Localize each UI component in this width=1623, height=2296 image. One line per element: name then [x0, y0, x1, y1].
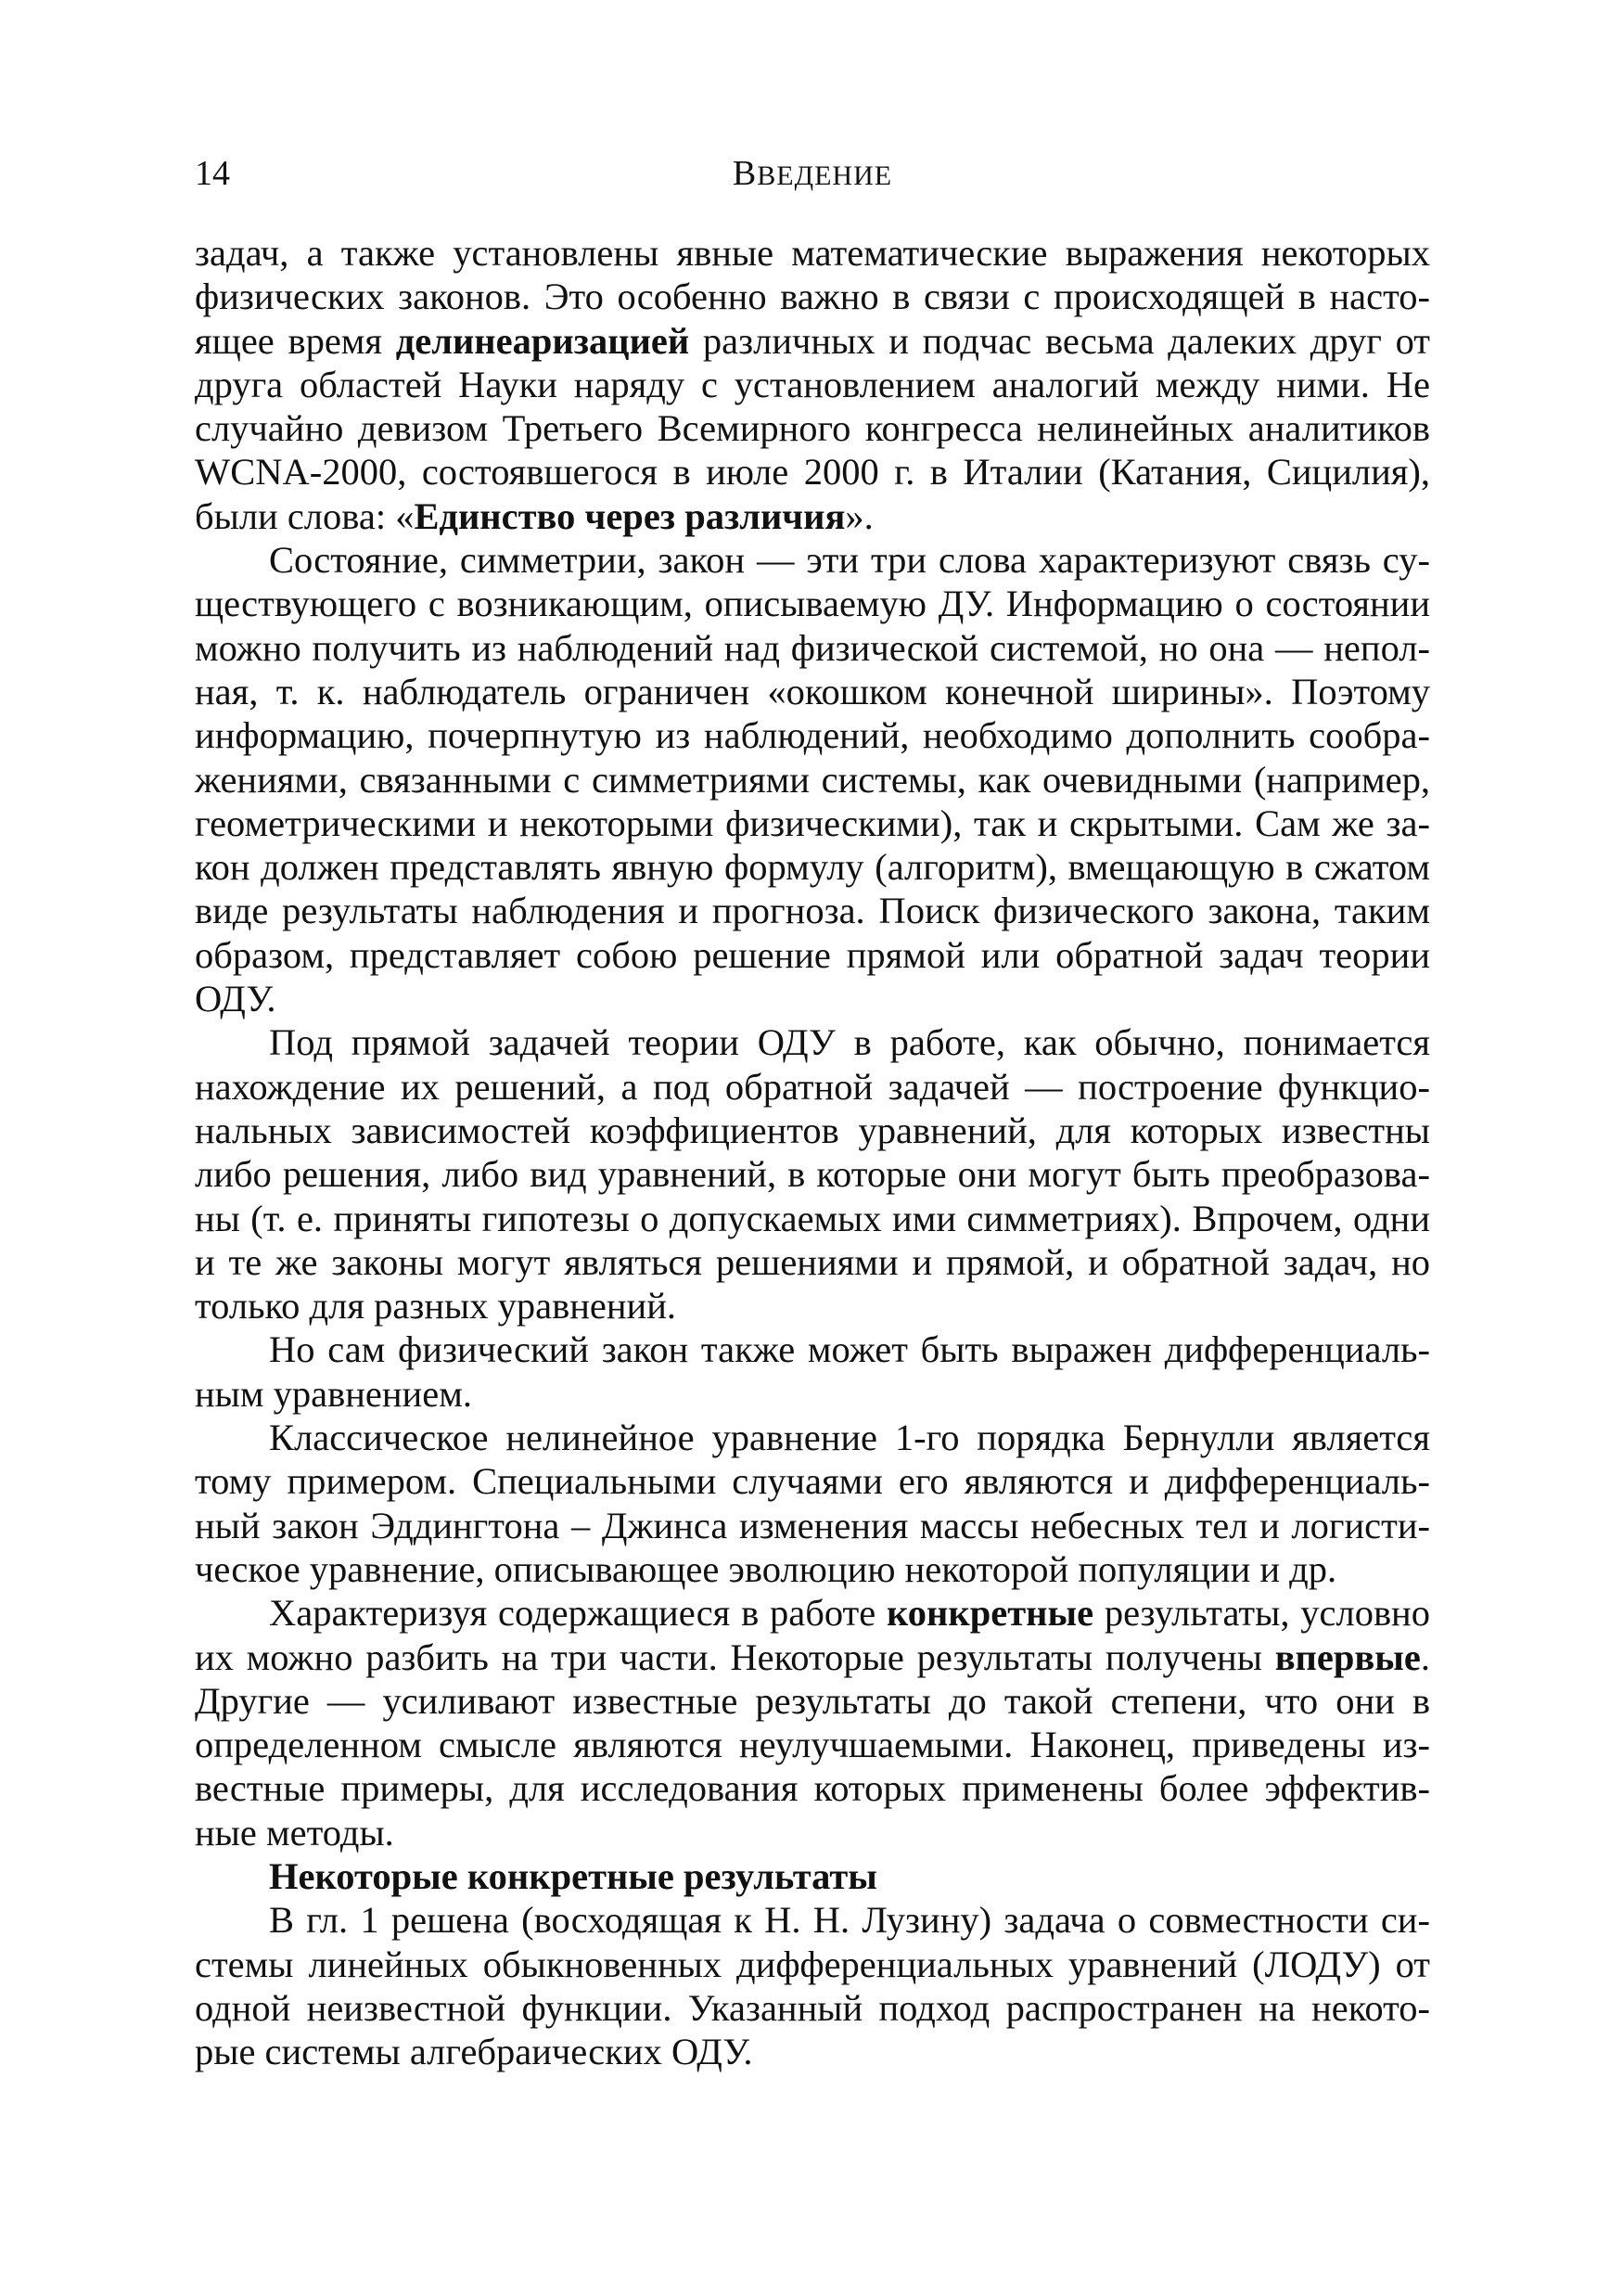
- paragraph: [195, 538, 1430, 1020]
- paragraph: [195, 231, 1430, 538]
- text-run: различных и подчас весьма далеких друг от друга областей Науки наряду с установлением аналогий между ними. Не случайно девизом Третьего Всемирного конгресса нелинейных аналитиков WCNA-2000, состоявшегося в июле 2000 г. в Италии (Катания, Сицилия), были слова: «: [195, 319, 1431, 537]
- text-run: Характеризуя содержащиеся в работе: [269, 1592, 887, 1635]
- text-run: Классическое нелинейное уравнение 1-го порядка Бернулли является тому примером. Специальными случаями его являются и дифференциальный закон Эддингтона – Джинса изменения массы небесных тел и логистическое уравнение, описывающее эволюцию некоторой популяции и др.: [195, 1417, 1430, 1590]
- bold-term: делинеаризацией: [395, 319, 690, 362]
- page-number: 14: [195, 154, 230, 193]
- running-title-initial: В: [732, 154, 758, 193]
- text-run: ».: [845, 494, 874, 537]
- text-run: Состояние, симметрии, закон — эти три слова характеризуют связь существующего с возникающим, описываемую ДУ. Информацию о состоянии можно получить из наблюдений над физической системой, но она — неполная, т. к. наблюдатель ограничен «окошком конечной ширины». Поэтому информацию, почерпнутую из наблюдений, необходимо дополнить соображениями, связанными с симметриями системы, как очевидными (например, геометрическими и некоторыми физическими), так и скрытыми. Сам же закон должен представлять явную формулу (алгоритм), вмещающую в сжатом виде результаты наблюдения и прогноза. Поиск физического закона, таким образом, представляет собою решение прямой или обратной задач теории ОДУ.: [195, 539, 1430, 1020]
- bold-term: впервые: [1274, 1635, 1421, 1678]
- text-run: . Другие — усиливают известные результаты до такой степени, что они в определенном смысле являются неулучшаемыми. Наконец, приведены известные примеры, для исследования которых применены более эффективные методы.: [195, 1635, 1430, 1853]
- paragraph: [195, 1898, 1430, 2073]
- text-run: Но сам физический закон также может быть выражен дифференциальным уравнением.: [195, 1328, 1430, 1415]
- page-header: [195, 150, 1430, 197]
- text-run: В гл. 1 решена (восходящая к Н. Н. Лузину) задача о совместности системы линейных обыкновенных дифференциальных уравнений (ЛОДУ) от одной неизвестной функции. Указанный подход распространен на некоторые системы алгебраических ОДУ.: [195, 1899, 1430, 2073]
- text-run: задач, а также установлены явные математические выражения некоторых физических законов. Это особенно важно в связи с происходящей в настоящее время: [195, 232, 1430, 362]
- body-text: [195, 231, 1430, 2073]
- running-title: [195, 150, 1430, 199]
- bold-term: Единство через различия: [414, 494, 846, 537]
- paragraph: [195, 1020, 1430, 1328]
- text-run: Некоторые конкретные результаты: [269, 1854, 877, 1897]
- text-run: Под прямой задачей теории ОДУ в работе, как обычно, понимается нахождение их решений, а под обратной задачей — построение функциональных зависимостей коэффициентов уравнений, для которых известны либо решения, либо вид уравнений, в которые они могут быть преобразованы (т. е. приняты гипотезы о допускаемых ими симметриях). Впрочем, одни и те же законы могут являться решениями и прямой, и обратной задач, но только для разных уравнений.: [195, 1021, 1430, 1328]
- section-heading: [195, 1854, 1430, 1898]
- bold-term: конкретные: [887, 1592, 1094, 1635]
- paragraph: [195, 1591, 1430, 1854]
- running-title-rest: ВЕДЕНИЕ: [757, 160, 893, 191]
- paragraph: [195, 1328, 1430, 1416]
- paragraph: [195, 1416, 1430, 1591]
- text-run: результаты, условно их можно разбить на три части. Некоторые результаты получены: [195, 1592, 1430, 1678]
